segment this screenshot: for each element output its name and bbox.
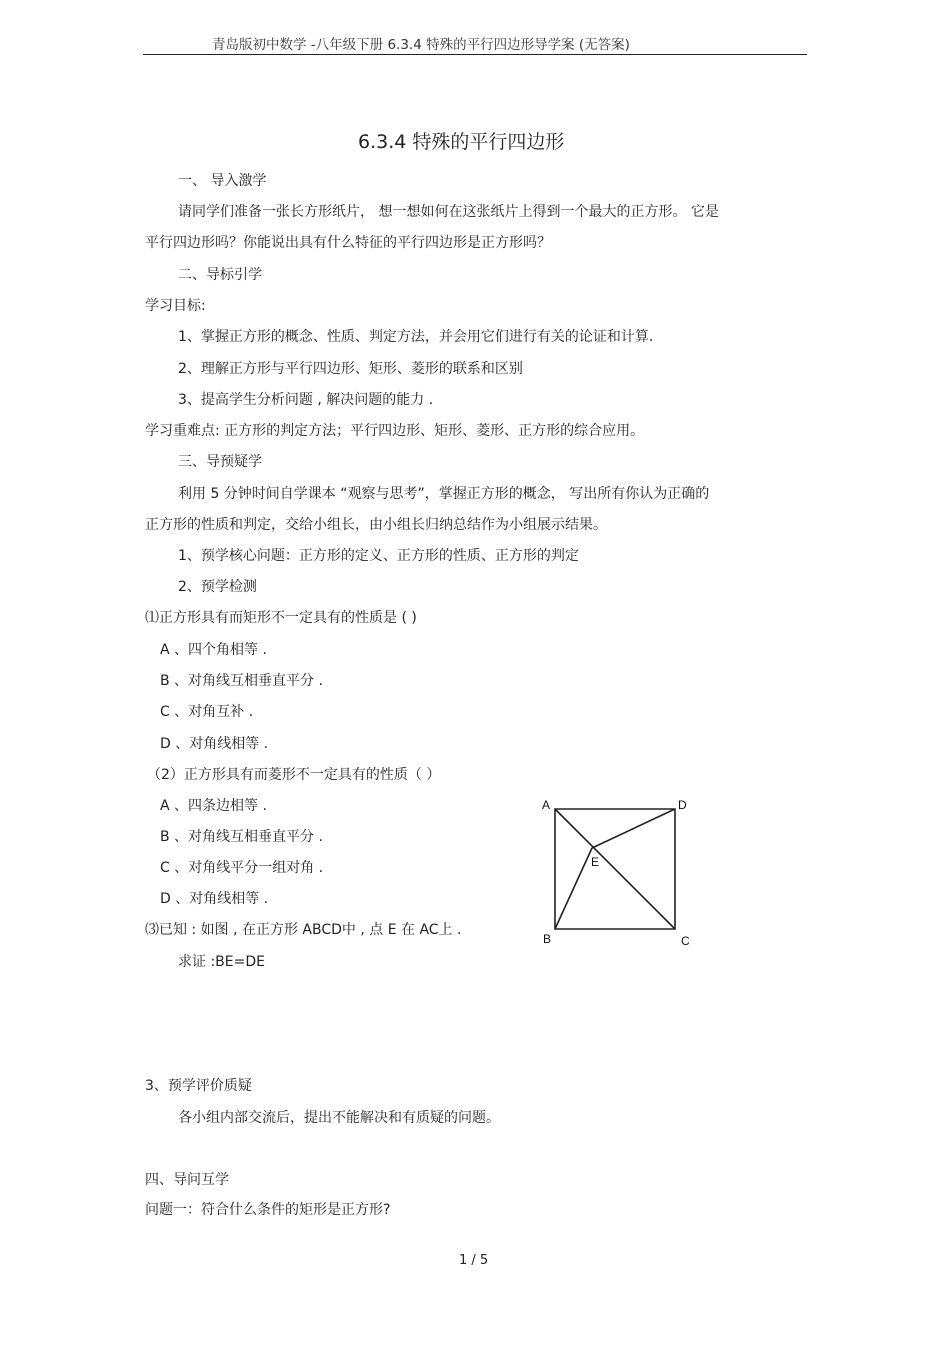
goal-1: 1、掌握正方形的概念、性质、判定方法，并会用它们进行有关的论证和计算. bbox=[178, 329, 654, 345]
vertex-label-b: B bbox=[543, 932, 552, 946]
question-2-option-c: C 、对角线平分一组对角 . bbox=[160, 860, 324, 876]
section-1-heading: 一、 导入激学 bbox=[178, 173, 267, 189]
key-points: 学习重难点: 正方形的判定方法；平行四边形、矩形、菱形、正方形的综合应用。 bbox=[145, 423, 645, 439]
question-2-option-a: A 、四条边相等 . bbox=[160, 798, 267, 814]
section-3-paragraph-line1: 利用 5 分钟时间自学课本 “观察与思考”，掌握正方形的概念， 写出所有你认为正确的 bbox=[178, 486, 710, 502]
section-3-heading: 三、导预疑学 bbox=[178, 454, 262, 470]
section-4-question-1: 问题一：符合什么条件的矩形是正方形? bbox=[145, 1202, 391, 1218]
section-3-paragraph-line2: 正方形的性质和判定，交给小组长，由小组长归纳总结作为小组展示结果。 bbox=[145, 517, 607, 533]
goals-label: 学习目标: bbox=[145, 298, 206, 314]
question-2-option-b: B 、对角线互相垂直平分 . bbox=[160, 829, 323, 845]
point-label-e: E bbox=[591, 855, 600, 869]
question-2: （2）正方形具有而菱形不一定具有的性质（ ） bbox=[147, 767, 441, 783]
question-1-option-d: D 、对角线相等 . bbox=[160, 736, 269, 752]
vertex-label-d: D bbox=[678, 798, 687, 812]
page-header: 青岛版初中数学 -八年级下册 6.3.4 特殊的平行四边形导学案 (无答案) bbox=[212, 37, 630, 53]
goal-2: 2、理解正方形与平行四边形、矩形、菱形的联系和区别 bbox=[178, 361, 523, 377]
question-2-option-d: D 、对角线相等 . bbox=[160, 891, 269, 907]
question-3-proof: 求证 :BE=DE bbox=[178, 954, 265, 970]
question-1: ⑴正方形具有而矩形不一定具有的性质是 ( ) bbox=[145, 610, 417, 626]
question-3: ⑶已知 : 如图 , 在正方形 ABCD中 , 点 E 在 AC上 . bbox=[145, 922, 462, 938]
header-rule bbox=[143, 54, 807, 55]
vertex-label-a: A bbox=[542, 798, 551, 812]
page-number: 1 / 5 bbox=[459, 1253, 489, 1268]
goal-3: 3、提高学生分析问题 , 解决问题的能力 . bbox=[178, 392, 434, 408]
section-4-heading: 四、导问互学 bbox=[145, 1172, 229, 1188]
square-abcd-figure bbox=[535, 792, 705, 952]
evaluation-paragraph: 各小组内部交流后，提出不能解决和有质疑的问题。 bbox=[178, 1110, 500, 1126]
pre-check-heading: 2、预学检测 bbox=[178, 579, 257, 595]
core-questions: 1、预学核心问题：正方形的定义、正方形的性质、正方形的判定 bbox=[178, 548, 579, 564]
question-1-option-a: A 、四个角相等 . bbox=[160, 642, 267, 658]
section-1-paragraph-line2: 平行四边形吗？你能说出具有什么特征的平行四边形是正方形吗？ bbox=[145, 235, 551, 251]
vertex-label-c: C bbox=[681, 934, 690, 948]
question-1-option-b: B 、对角线互相垂直平分 . bbox=[160, 673, 323, 689]
section-1-paragraph-line1: 请同学们准备一张长方形纸片， 想一想如何在这张纸片上得到一个最大的正方形。 它是 bbox=[178, 204, 719, 220]
segment-de bbox=[592, 809, 675, 848]
page-title: 6.3.4 特殊的平行四边形 bbox=[358, 131, 565, 153]
diagonal-ac bbox=[555, 809, 675, 929]
segment-be bbox=[555, 848, 592, 929]
evaluation-heading: 3、预学评价质疑 bbox=[145, 1078, 252, 1094]
question-1-option-c: C 、对角互补 . bbox=[160, 704, 254, 720]
section-2-heading: 二、导标引学 bbox=[178, 267, 262, 283]
